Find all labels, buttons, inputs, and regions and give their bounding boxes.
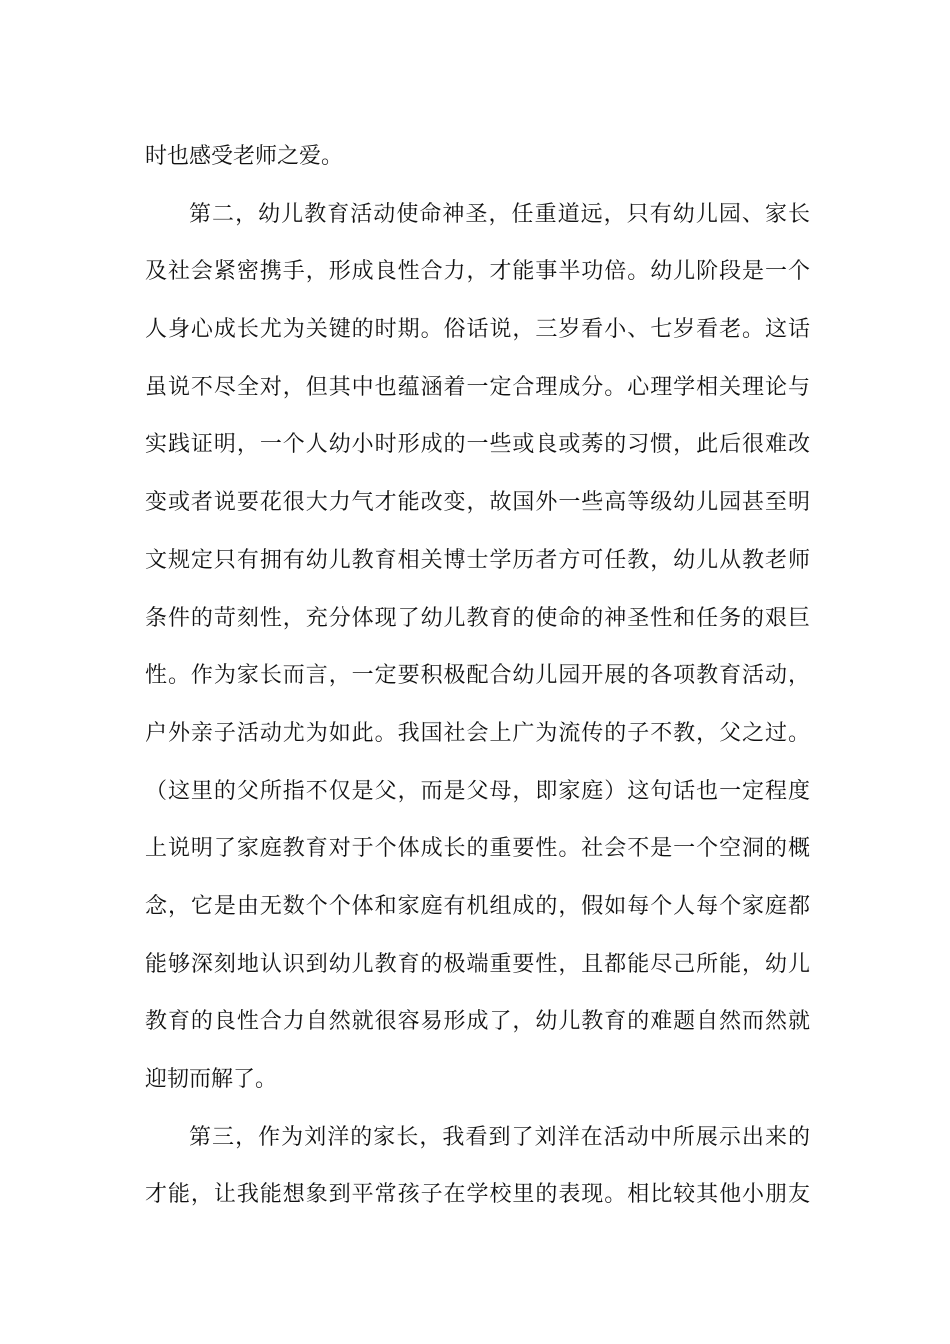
text-line: 户外亲子活动尤为如此。我国社会上广为流传的子不教，父之过。: [145, 720, 810, 746]
text-line: 上说明了家庭教育对于个体成长的重要性。社会不是一个空洞的概: [145, 836, 810, 862]
text-line: 迎韧而解了。: [145, 1067, 278, 1092]
text-line: 时也感受老师之爱。: [145, 144, 344, 169]
text-line: 才能，让我能想象到平常孩子在学校里的表现。相比较其他小朋友: [145, 1182, 810, 1208]
text-line: 及社会紧密携手，形成良性合力，才能事半功倍。幼儿阶段是一个: [145, 259, 810, 285]
text-line: 第二，幼儿教育活动使命神圣，任重道远，只有幼儿园、家长: [189, 201, 810, 227]
text-line: 虽说不尽全对，但其中也蕴涵着一定合理成分。心理学相关理论与: [145, 374, 810, 400]
text-line: 人身心成长尤为关键的时期。俗话说，三岁看小、七岁看老。这话: [145, 317, 810, 343]
text-line: （这里的父所指不仅是父，而是父母，即家庭）这句话也一定程度: [145, 778, 810, 804]
text-line: 教育的良性合力自然就很容易形成了，幼儿教育的难题自然而然就: [145, 1009, 810, 1035]
text-line: 条件的苛刻性，充分体现了幼儿教育的使命的神圣性和任务的艰巨: [145, 605, 810, 631]
text-line: 第三，作为刘洋的家长，我看到了刘洋在活动中所展示出来的: [189, 1124, 810, 1150]
text-line: 念，它是由无数个个体和家庭有机组成的，假如每个人每个家庭都: [145, 893, 810, 919]
text-line: 实践证明，一个人幼小时形成的一些或良或莠的习惯，此后很难改: [145, 432, 810, 458]
text-line: 文规定只有拥有幼儿教育相关博士学历者方可任教，幼儿从教老师: [145, 547, 810, 573]
text-line: 能够深刻地认识到幼儿教育的极端重要性，且都能尽己所能，幼儿: [145, 951, 810, 977]
text-line: 变或者说要花很大力气才能改变，故国外一些高等级幼儿园甚至明: [145, 490, 810, 516]
body-text: [145, 128, 810, 1224]
text-line: 性。作为家长而言，一定要积极配合幼儿园开展的各项教育活动，: [145, 663, 810, 689]
